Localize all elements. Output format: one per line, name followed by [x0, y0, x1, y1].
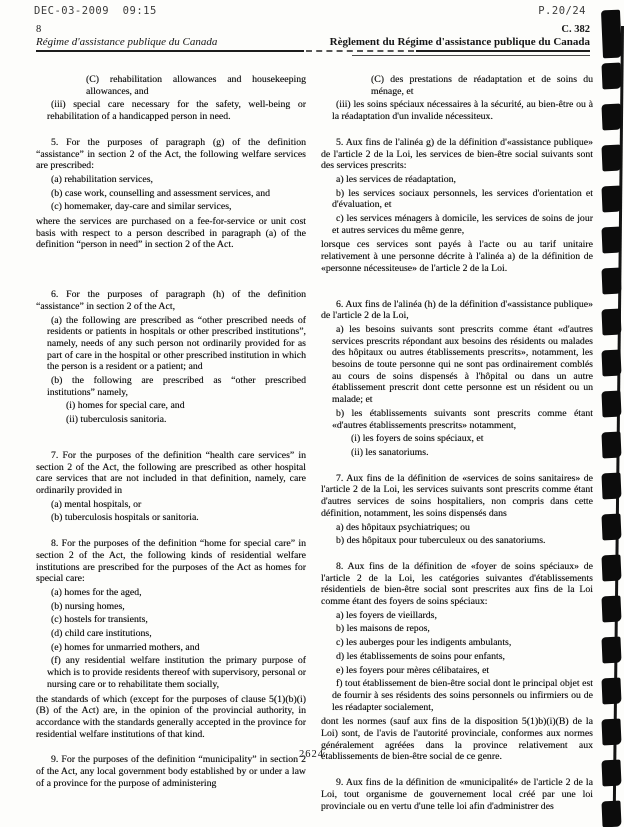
- binding-blob: [601, 309, 621, 336]
- paragraph: e) les foyers pour mères célibataires, et: [336, 664, 490, 676]
- binding-blob: [601, 801, 621, 827]
- paragraph: (a) rehabilitation services,: [51, 173, 154, 185]
- paragraph: (d) child care institutions,: [51, 628, 152, 640]
- binding-blob: [601, 637, 621, 664]
- footer-page-number: 2624: [299, 749, 324, 760]
- paragraph: (C) rehabilitation allowances and housekeeping allowances, and: [86, 74, 306, 97]
- binding-blob: [601, 760, 621, 787]
- paragraph: 6. Aux fins de l'alinéa (h) de la définition d'«assistance publique» de l'article 2 de la Loi,: [321, 298, 593, 322]
- paragraph: (b) tuberculosis hospitals or sanitoria.: [51, 512, 199, 524]
- paragraph: (ii) les sanatoriums.: [351, 446, 429, 458]
- binding-blob: [601, 145, 621, 172]
- paragraph: 8. For the purposes of the definition “home for special care” in section 2 of the Act, the following kinds of residential welfare institutions are prescribed for the purposes of the Act as homes for special care:: [36, 538, 306, 585]
- binding-blob: [601, 104, 621, 131]
- paragraph: (a) the following are prescribed as “other prescribed needs of residents or patients in hospitals or other prescribed institutions”, namely, needs of any such person not ordinarily provided for as part of care in the hospital or other prescribed institution in which the person is a resident or a patient; and: [47, 314, 306, 373]
- binding-blob: [601, 514, 621, 541]
- binding-marks: [594, 0, 624, 806]
- paragraph: b) des hôpitaux pour tuberculeux ou des sanatoriums.: [336, 535, 546, 547]
- fax-header: [34, 5, 586, 17]
- paragraph: (a) mental hospitals, or: [51, 498, 142, 510]
- paragraph: b) les établissements suivants sont prescrits comme étant «d'autres établissements prescrits» notamment,: [332, 407, 593, 431]
- paragraph: 6. For the purposes of paragraph (h) of the definition “assistance” in section 2 of the Act,: [36, 289, 306, 312]
- paragraph: a) des hôpitaux psychiatriques; ou: [336, 521, 470, 533]
- paragraph: the standards of which (except for the purposes of clause 5(1)(b)(i)(B) of the Act) are, in the opinion of the provincial authority, in accordance with the standards generally accepted in the province for residential welfare institutions of that kind.: [36, 693, 306, 740]
- paragraph: 5. Aux fins de l'alinéa g) de la définition d'«assistance publique» de l'article 2 de la Loi, les services de bien-être social suivants sont des services prescrits:: [321, 136, 593, 172]
- paragraph: (i) les foyers de soins spéciaux, et: [351, 433, 484, 445]
- paragraph: 7. Aux fins de la définition de «services de soins sanitaires» de l'article 2 de la Loi, les services suivants sont prescrits comme étant d'autres services de soins hospitaliers, non compris dans cette définition, notamment, les soins dispensés dans: [321, 472, 593, 519]
- binding-blob: [601, 10, 622, 59]
- page-header-right: [330, 24, 590, 48]
- paragraph: 9. Aux fins de la définition de «municipalité» de l'article 2 de la Loi, tout organisme de gouvernement local créé par une loi provinciale ou en vertu d'une telle loi afin d'administrer des: [321, 777, 593, 812]
- paragraph: (C) des prestations de réadaptation et de soins du ménage, et: [371, 74, 593, 97]
- paragraph: d) les établissements de soins pour enfants,: [336, 650, 505, 662]
- column-french: [321, 74, 593, 812]
- doc-title-right: Règlement du Régime d'assistance publique du Canada: [329, 36, 590, 48]
- binding-blob: [601, 555, 621, 582]
- paragraph: c) les services ménagers à domicile, les services de soins de jour et autres services du même genre,: [332, 213, 593, 236]
- paragraph: a) les besoins suivants sont prescrits comme étant «d'autres services prescrits répondant aux besoins des résidents ou malades des hôpitaux ou autres établissements prescrits», notamment, les besoins de toute personne qui ne sont pas ordinairement comblés au cours de soins dispensés à l'hôpital ou dans un autre établissement prescrit dont cette personne est un résident ou un malade; et: [332, 323, 593, 406]
- paragraph: (b) case work, counselling and assessment services, and: [51, 187, 271, 199]
- paragraph: where the services are purchased on a fee-for-service or unit cost basis with respect to a person described in paragraph (a) of the definition “person in need” in section 2 of the Act.: [36, 216, 306, 251]
- paragraph: lorsque ces services sont payés à l'acte ou au tarif unitaire relativement à une personne décrite à l'alinéa a) de la définition de «personne nécessiteuse» de l'article 2 de la Loi.: [321, 239, 593, 274]
- paragraph: b) les services sociaux personnels, les services d'orientation et d'évaluation, et: [332, 187, 593, 211]
- paragraph: (b) nursing homes,: [51, 600, 125, 612]
- column-english: [36, 74, 306, 789]
- paragraph: (iii) les soins spéciaux nécessaires à la sécurité, au bien-être ou à la réadaptation d'un invalide nécessiteux.: [332, 99, 593, 123]
- paragraph: (f) any residential welfare institution the primary purpose of which is to provide residents thereof with supervisory, personal or nursing care or to rehabilitate them socially,: [47, 655, 306, 690]
- binding-blob: [601, 596, 621, 623]
- fax-page-counter: P.20/24: [538, 5, 586, 17]
- paragraph: 5. For the purposes of paragraph (g) of the definition “assistance” in section 2 of the Act, the following welfare services are prescribed:: [36, 136, 306, 172]
- paragraph: (e) homes for unmarried mothers, and: [51, 641, 200, 653]
- binding-blob: [601, 473, 621, 500]
- binding-blob: [601, 719, 621, 746]
- doc-title-left: Régime d'assistance publique du Canada: [36, 36, 218, 48]
- fax-timestamp: DEC-03-2009 09:15: [34, 5, 157, 17]
- paragraph: a) les foyers de vieillards,: [336, 609, 437, 621]
- page-header: [36, 24, 590, 52]
- paragraph: (i) homes for special care, and: [66, 400, 185, 412]
- binding-blob: [601, 350, 621, 377]
- paragraph: 9. For the purposes of the definition “municipality” in section 2 of the Act, any local government body established by or under a law of a province for the purpose of administering: [36, 754, 306, 789]
- paragraph: (iii) special care necessary for the safety, well-being or rehabilitation of a handicapped person in need.: [47, 99, 306, 123]
- paragraph: dont les normes (sauf aux fins de la disposition 5(1)b)(i)(B) de la Loi) sont, de l'avis de l'autorité provinciale, conformes aux normes généralement agréées dans la province relativement aux établissements de bien-être social de ce genre.: [321, 716, 593, 763]
- paragraph: 7. For the purposes of the definition “health care services” in section 2 of the Act, the following are prescribed as other hospital care services that are not included in that definition, namely, care ordinarily provided in: [36, 449, 306, 496]
- paragraph: (b) the following are prescribed as “other prescribed institutions” namely,: [47, 375, 306, 398]
- paragraph: 8. Aux fins de la définition de «foyer de soins spéciaux» de l'article 2 de la Loi, les catégories suivantes d'établissements résidentiels de bien-être social sont prescrites aux fins de la Loi comme étant des foyers de soins spéciaux:: [321, 560, 593, 608]
- paragraph: (c) hostels for transients,: [51, 614, 148, 626]
- paragraph: b) les maisons de repos,: [336, 623, 430, 635]
- paragraph: c) les auberges pour les indigents ambulants,: [336, 637, 512, 649]
- binding-blob: [601, 268, 621, 295]
- paragraph: (a) homes for the aged,: [51, 586, 142, 598]
- paragraph: f) tout établissement de bien-être social dont le principal objet est de fournir à ses résidents des soins personnels ou infirmiers ou de les réadapter socialement,: [332, 678, 593, 713]
- paragraph: (ii) tuberculosis sanitoria.: [66, 414, 167, 426]
- header-rule-secondary: [352, 55, 590, 56]
- binding-blob: [601, 186, 621, 213]
- binding-blob: [601, 678, 621, 705]
- binding-blob: [601, 227, 621, 254]
- chapter-code: C. 382: [561, 24, 590, 35]
- binding-blob: [601, 391, 621, 418]
- page-number-left: 8: [36, 24, 42, 35]
- paragraph: a) les services de réadaptation,: [336, 173, 456, 185]
- paragraph: (c) homemaker, day-care and similar services,: [51, 201, 232, 213]
- page-header-left: [36, 24, 217, 48]
- binding-blob: [601, 63, 621, 90]
- binding-blob: [601, 432, 621, 459]
